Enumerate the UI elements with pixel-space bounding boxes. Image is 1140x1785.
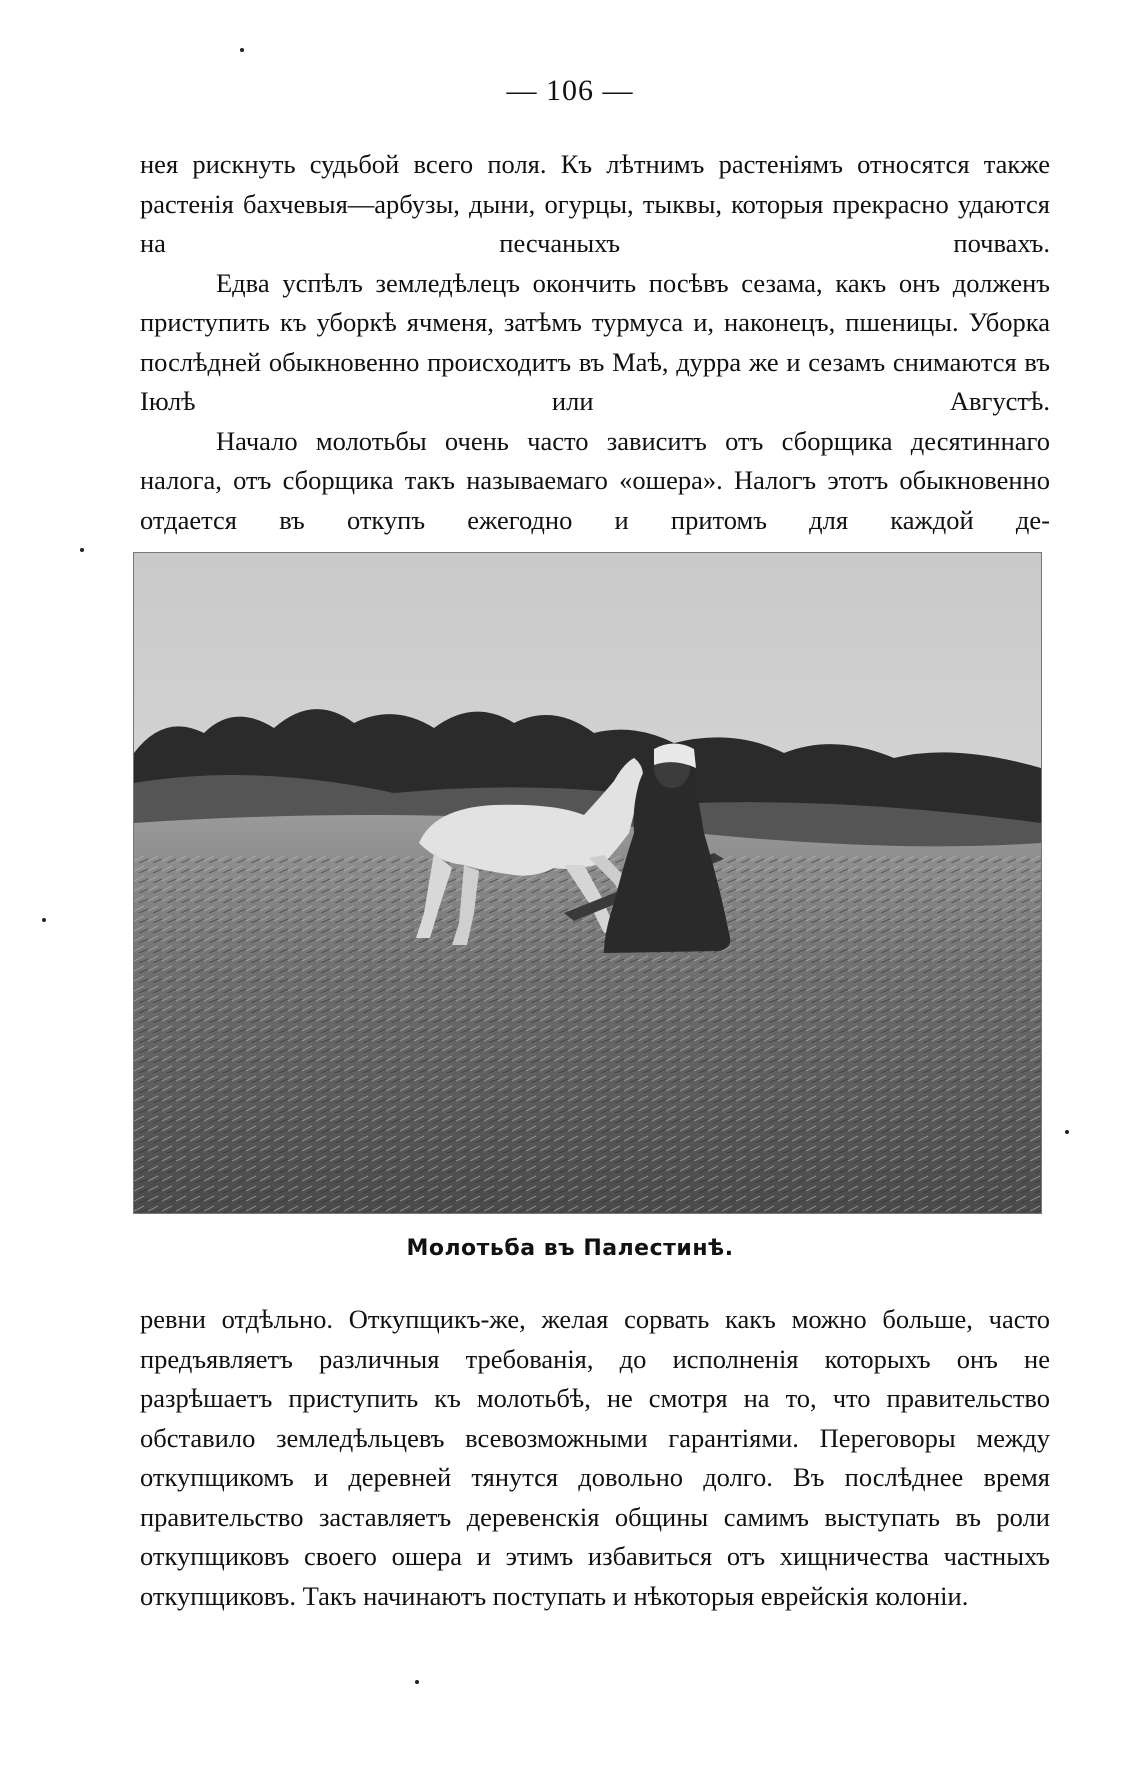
paragraph-1: нея рискнуть судьбой всего поля. Къ лѣтнимъ растеніямъ относятся также растенія бахчевыя—арбузы, дыни, огурцы, тыквы, которыя прекрасно удаются на песчаныхъ почвахъ.: [140, 149, 1050, 258]
top-text-block: [140, 145, 1050, 540]
figure-caption: Молотьба въ Палестинѣ.: [406, 1236, 734, 1261]
scan-speck: [415, 1680, 419, 1684]
scan-speck: [80, 548, 84, 552]
page-number: — 106 —: [506, 74, 634, 107]
scan-speck: [240, 48, 244, 52]
paragraph-2: Едва успѣлъ земледѣлецъ окончить посѣвъ сезама, какъ онъ долженъ приступить къ уборкѣ ячменя, затѣмъ турмуса и, наконецъ, пшеницы. Уборка послѣдней обыкновенно происходитъ въ Маѣ, дурра же и сезамъ снимаются въ Іюлѣ или Августѣ.: [140, 267, 1050, 416]
threshing-photograph: [133, 552, 1042, 1214]
photo-illustration: [134, 553, 1041, 1213]
scan-speck: [1065, 1130, 1069, 1134]
paragraph-3: Начало молотьбы очень часто зависитъ отъ сборщика десятиннаго налога, отъ сборщика такъ называемаго «ошера». Налогъ этотъ обыкновенно отдается въ откупъ ежегодно и притомъ для каждой де-: [140, 425, 1050, 535]
bottom-text-block: [140, 1300, 1050, 1616]
paragraph-4: ревни отдѣльно. Откупщикъ-же, желая сорвать какъ можно больше, часто предъявляетъ различныя требованія, до исполненія которыхъ онъ не разрѣшаетъ приступить къ молотьбѣ, не смотря на то, что правительство обставило земледѣльцевъ всевозможными гарантіями. Переговоры между откупщикомъ и деревней тянутся довольно долго. Въ послѣднее время правительство заставляетъ деревенскія общины самимъ выступать въ роли откупщиковъ своего ошера и этимъ избавиться отъ хищничества частныхъ откупщиковъ. Такъ начинаютъ поступать и нѣкоторыя еврейскія колоніи.: [140, 1304, 1050, 1611]
scan-speck: [42, 918, 46, 922]
